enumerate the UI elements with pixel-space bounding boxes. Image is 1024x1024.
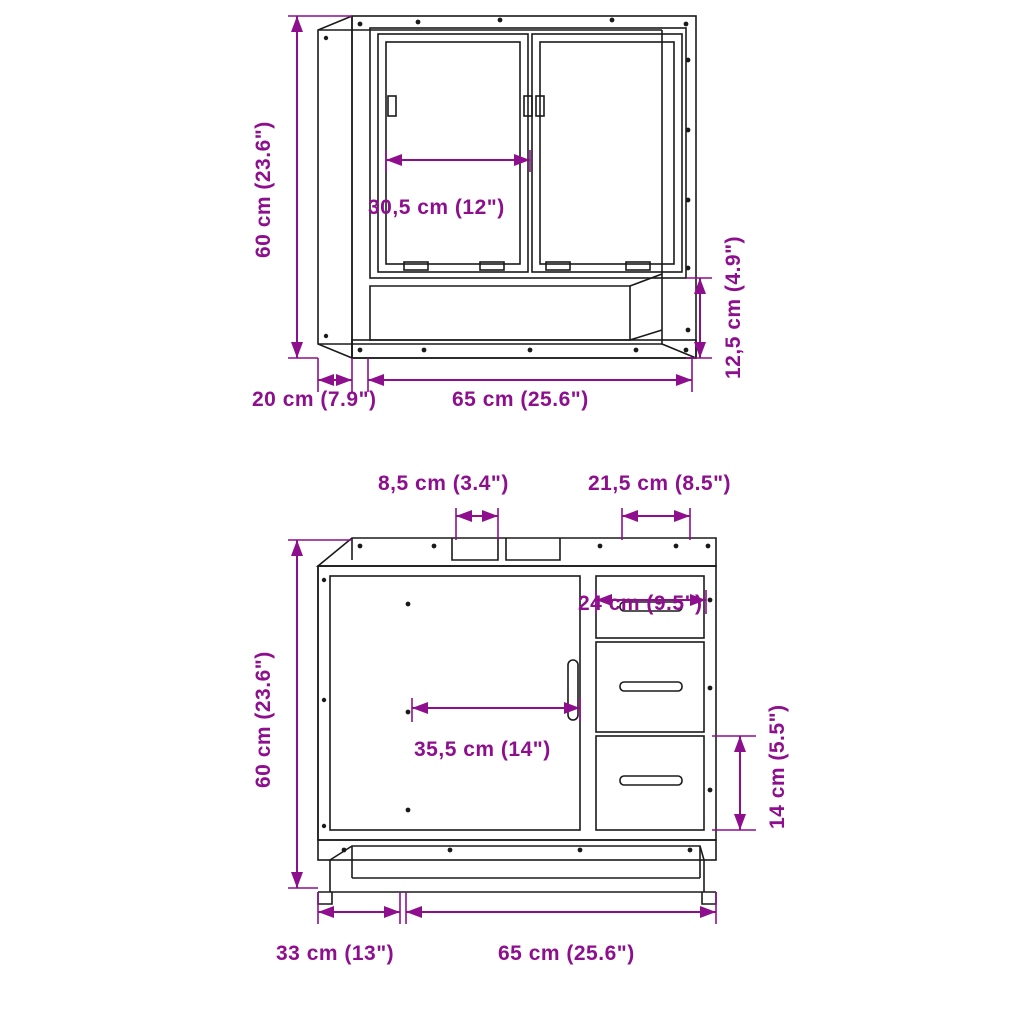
dim-sink-drawer-width: 24 cm (9.5") (578, 592, 703, 615)
dim-sink-cutout-right: 21,5 cm (8.5") (588, 472, 732, 495)
dim-wall-height: 60 cm (23.6") (252, 121, 275, 259)
dim-wall-width: 65 cm (25.6") (452, 388, 589, 411)
dim-sink-cutout-left: 8,5 cm (3.4") (378, 472, 509, 495)
dim-sink-door-width: 35,5 cm (14") (414, 738, 551, 761)
dim-wall-depth: 20 cm (7.9") (252, 388, 377, 411)
dim-sink-drawer-height: 14 cm (5.5") (766, 704, 789, 830)
dim-sink-width: 65 cm (25.6") (498, 942, 635, 965)
dim-wall-inner-width: 30,5 cm (12") (368, 196, 505, 219)
dim-wall-shelf-height: 12,5 cm (4.9") (722, 235, 745, 379)
dim-sink-depth: 33 cm (13") (276, 942, 395, 965)
dim-sink-height: 60 cm (23.6") (252, 651, 275, 789)
